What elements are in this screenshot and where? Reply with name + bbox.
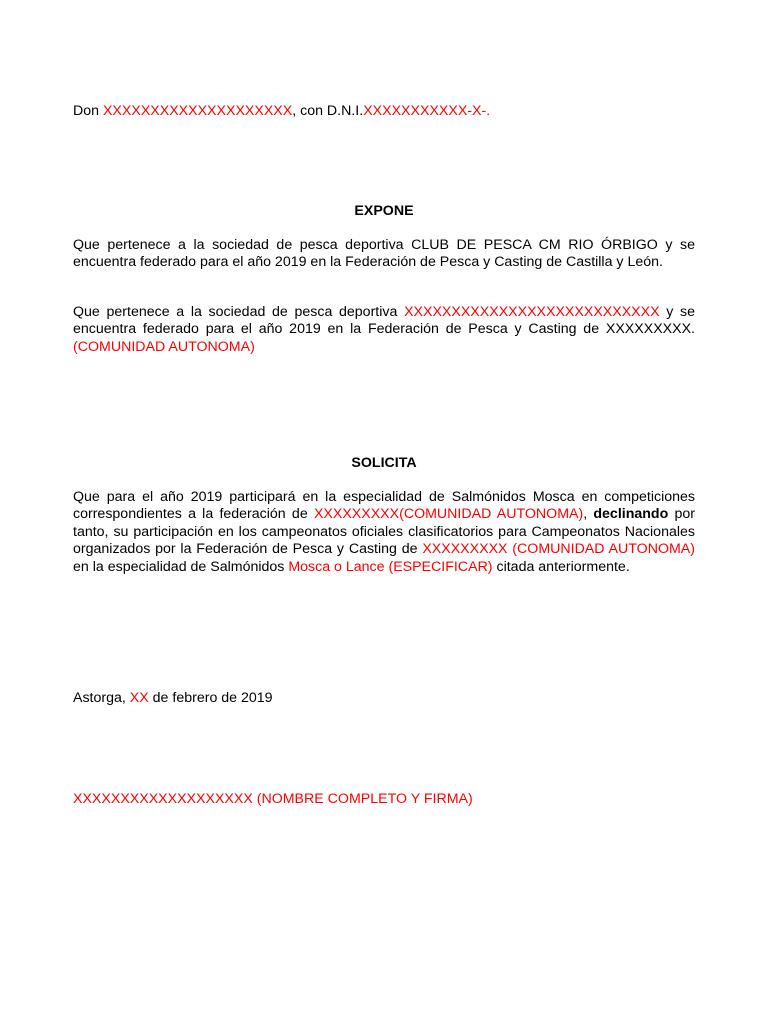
solicita-text-3: por tanto, su participación en los campeonatos oficiales clasificatorios para Campeonatos Nacionales organizados por la Federación de Pesca y Casting de bbox=[73, 506, 695, 558]
place-label: Astorga, bbox=[73, 690, 130, 706]
declinando-bold: declinando bbox=[593, 506, 669, 523]
casting-placeholder: XXXXXXXXX (COMUNIDAD AUTONOMA) bbox=[422, 541, 695, 558]
day-placeholder: XX bbox=[129, 690, 149, 706]
specialty-placeholder: Mosca o Lance (ESPECIFICAR) bbox=[288, 558, 493, 575]
solicita-text-1: Que para el año 2019 participará en la especialidad de Salmónidos Mosca en competiciones correspondientes a la federación de bbox=[73, 489, 695, 523]
don-label: Don bbox=[73, 103, 103, 119]
dni-label: , con D.N.I. bbox=[292, 103, 364, 119]
solicita-text-2: , bbox=[583, 506, 594, 523]
signature-line: XXXXXXXXXXXXXXXXXXX (NOMBRE COMPLETO Y FIRMA) bbox=[73, 791, 473, 807]
expone-p2-text-2: y se encuentra federado para el año 2019 en la Federación de Pesca y Casting de XXXXXXXXX. bbox=[73, 304, 695, 338]
expone-heading: EXPONE bbox=[354, 203, 414, 219]
date-line bbox=[73, 690, 695, 707]
solicita-text-5: citada anteriormente. bbox=[492, 558, 630, 575]
club-placeholder: XXXXXXXXXXXXXXXXXXXXXXXXXXX bbox=[404, 304, 660, 320]
applicant-line bbox=[73, 103, 695, 120]
federation-placeholder: XXXXXXXXX(COMUNIDAD AUTONOMA) bbox=[313, 506, 584, 523]
name-placeholder: XXXXXXXXXXXXXXXXXXXX bbox=[102, 103, 293, 119]
dni-period: . bbox=[486, 103, 491, 119]
expone-paragraph-1: Que pertenece a la sociedad de pesca deportiva CLUB DE PESCA CM RIO ÓRBIGO y se encuentra federado para el año 2019 en la Federación de Pesca y Casting de Castilla y León. bbox=[73, 237, 695, 271]
expone-paragraph-2 bbox=[73, 304, 695, 356]
solicita-text-4: en la especialidad de Salmónidos bbox=[73, 558, 289, 575]
community-placeholder: (COMUNIDAD AUTONOMA) bbox=[73, 338, 255, 355]
date-rest: de febrero de 2019 bbox=[148, 690, 273, 706]
solicita-paragraph bbox=[73, 489, 695, 576]
expone-p2-text-1: Que pertenece a la sociedad de pesca deportiva bbox=[73, 304, 405, 320]
solicita-heading: SOLICITA bbox=[351, 455, 417, 471]
dni-placeholder: XXXXXXXXXXX-X- bbox=[363, 103, 487, 119]
